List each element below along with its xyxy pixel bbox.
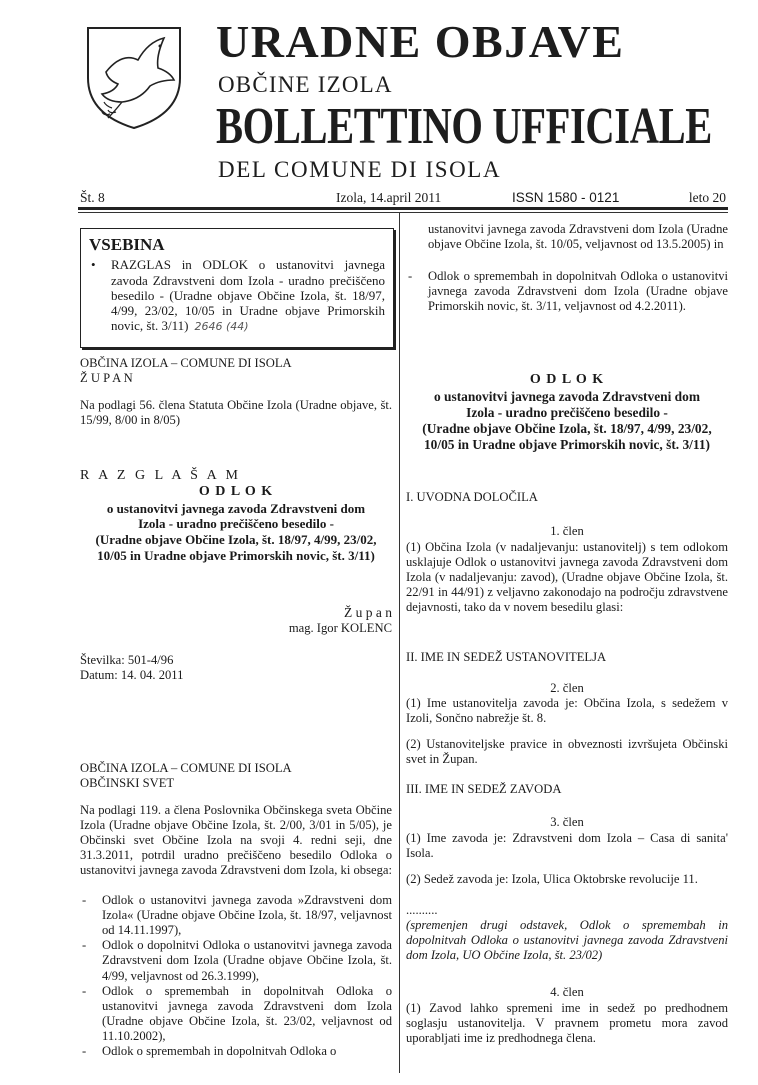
decree-list-item: - Odlok o dopolnitvi Odloka o ustanovitvi javnega zavoda Zdravstveni dom Izola (Uradne objave Občine Izola, št. 4/99, veljavnost od 26.3.1999),: [80, 938, 392, 983]
header-rule-thin: [78, 212, 728, 213]
handwritten-note: 2646 (44): [194, 320, 249, 334]
odlok-subtitle-4: 10/05 in Uradne objave Primorskih novic, št. 3/11): [97, 547, 375, 563]
amendment-note: (spremenjen drugi odstavek, Odlok o spremembah in dopolnitvah Odloka o ustanovitvi javnega zavoda Zdravstveni dom Izola, UO Občine Izola, št. 23/02): [406, 918, 728, 963]
decree-list: [80, 893, 392, 1059]
org-name: OBČINA IZOLA – COMUNE DI ISOLA: [80, 356, 292, 370]
mayor-basis: Na podlagi 56. člena Statuta Občine Izola (Uradne objave, št. 15/99, 8/00 in 8/05): [80, 398, 392, 428]
toc-title: VSEBINA: [89, 235, 165, 254]
omission-dots: ..........: [406, 903, 438, 917]
odlok-subtitle-right-1: o ustanovitvi javnega zavoda Zdravstveni dom: [434, 388, 700, 404]
article-3-text-1: (1) Ime zavoda je: Zdravstveni dom Izola – Casa di sanita' Isola.: [406, 831, 728, 861]
decree-list-item: - Odlok o ustanovitvi javnega zavoda »Zdravstveni dom Izola« (Uradne objave Občine Izola, št. 18/97, veljavnost od 14.11.1997),: [80, 893, 392, 938]
article-2-text-2: (2) Ustanoviteljske pravice in obveznosti izvršujeta Občinski svet in Župan.: [406, 737, 728, 767]
odlok-subtitle-right-3: (Uradne objave Občine Izola, št. 18/97, 4/99, 23/02,: [422, 420, 712, 436]
title-bollettino-ufficiale: BOLLETTINO UFFICIALE: [216, 98, 712, 155]
reference-block: [80, 653, 392, 683]
decree-list-item: - Odlok o spremembah in dopolnitvah Odloka o: [80, 1044, 392, 1059]
issn: ISSN 1580 - 0121: [512, 190, 620, 205]
razglasam-heading: R A Z G L A Š A M: [80, 468, 241, 483]
masthead: [78, 8, 728, 182]
signature-title: Ž u p a n: [344, 605, 392, 620]
article-4-text: (1) Zavod lahko spremeni ime in sedež po predhodnem soglasju ustanovitelja. V pravnem prometu mora zavod uporabljati ime iz predhodnega člena.: [406, 1001, 728, 1046]
title-obcine-izola: OBČINE IZOLA: [218, 72, 393, 97]
reference-date: Datum: 14. 04. 2011: [80, 668, 184, 683]
odlok-subtitle-right-4: 10/05 in Uradne objave Primorskih novic, št. 3/11): [423, 437, 711, 453]
left-odlok-heading: [80, 484, 392, 563]
council-heading: OBČINSKI SVET: [80, 776, 175, 791]
issue-number: Št. 8: [80, 190, 105, 205]
title-del-comune-di-isola: DEL COMUNE DI ISOLA: [218, 157, 502, 182]
odlok-title: O D L O K: [198, 484, 274, 499]
continued-list-item: - Odlok o spremembah in dopolnitvah Odloka o ustanovitvi javnega zavoda Zdravstveni dom Izola (Uradne objave Primorskih novic, št. 3/11, veljavnost od 4.2.2011).: [406, 269, 728, 314]
issue-place-date: Izola, 14.april 2011: [336, 190, 442, 205]
right-odlok-heading: [406, 372, 728, 453]
odlok-subtitle-2: Izola - uradno prečiščeno besedilo -: [138, 516, 334, 532]
zupan-heading: Ž U P A N: [80, 371, 133, 386]
odlok-subtitle-1: o ustanovitvi javnega zavoda Zdravstveni dom: [106, 500, 366, 516]
section-3-heading: III. IME IN SEDEŽ ZAVODA: [406, 782, 562, 796]
issue-year: leto 20: [688, 190, 726, 205]
signature-block: [80, 605, 392, 636]
left-org2: [80, 761, 392, 791]
toc-item-text: RAZGLAS in ODLOK o ustanovitvi javnega zavoda Zdravstveni dom Izola - uradno prečiščeno besedilo - (Uradne objave Občine Izola, št. 18/97, 4/99, 23/02, 10/05 in Uradne objave Primorskih novic, št. 3/11): [111, 257, 385, 334]
article-4-heading: 4. člen: [550, 985, 584, 999]
article-1-text: (1) Občina Izola (v nadaljevanju: ustanovitelj) s tem odlokom usklajuje Odlok o ustanovitvi javnega zavoda Zdravstveni dom Izola (v nadaljevanju: zavod), (Uradne objave Občine Izola, št. 22/91 in 44/91) z veljavno zakonodajo na področju zdravstvene dejavnosti, tako da v novem besedilu glasi:: [406, 540, 728, 615]
dove-crest-icon: [78, 22, 190, 132]
continued-text: ustanovitvi javnega zavoda Zdravstveni dom Izola (Uradne objave Občine Izola, št. 10/05, veljavnost od 13.5.2005) in: [428, 222, 728, 252]
odlok-subtitle-right-2: Izola - uradno prečiščeno besedilo -: [466, 404, 668, 420]
odlok-subtitle-3: (Uradne objave Občine Izola, št. 18/97, 4/99, 23/02,: [95, 531, 377, 547]
signature-name: mag. Igor KOLENC: [288, 621, 392, 636]
header-rule-thick: [78, 207, 728, 210]
article-1-heading: 1. člen: [550, 524, 584, 538]
column-divider: [399, 213, 400, 1073]
odlok-title-right: O D L O K: [529, 372, 605, 387]
continued-list: [406, 269, 728, 314]
issue-info-bar: [78, 190, 728, 208]
reference-number: Številka: 501-4/96: [80, 653, 174, 667]
title-uradne-objave: URADNE OBJAVE: [216, 16, 625, 67]
article-3-heading: 3. člen: [550, 815, 584, 829]
toc-item[interactable]: [89, 257, 385, 334]
decree-list-item: - Odlok o spremembah in dopolnitvah Odloka o ustanovitvi javnega zavoda Zdravstveni dom Izola (Uradne objave Občine Izola, št. 23/02, veljavnost od 11.10.2002),: [80, 984, 392, 1044]
article-2-heading: 2. člen: [550, 681, 584, 695]
article-3-text-2: (2) Sedež zavoda je: Izola, Ulica Oktobrske revolucije 11.: [406, 872, 698, 886]
section-1-heading: I. UVODNA DOLOČILA: [406, 490, 538, 504]
toc-box: [80, 228, 394, 348]
section-2-heading: II. IME IN SEDEŽ USTANOVITELJA: [406, 650, 607, 664]
left-org1: [80, 356, 392, 386]
council-intro: Na podlagi 119. a člena Poslovnika Občinskega sveta Občine Izola (Uradne objave Občine Izola, št. 2/00, 3/01 in 5/05), je Občinski svet Občine Izola na svoji 4. redni seji, dne 31.3.2011, potrdil uradno prečiščeno besedilo Odloka o ustanovitvi javnega zavoda Zdravstveni dom Izola, ki obsega:: [80, 803, 392, 878]
article-2-text-1: (1) Ime ustanovitelja zavoda je: Občina Izola, s sedežem v Izoli, Sončno nabrežje št. 8.: [406, 696, 728, 726]
org-name-2: OBČINA IZOLA – COMUNE DI ISOLA: [80, 761, 292, 775]
